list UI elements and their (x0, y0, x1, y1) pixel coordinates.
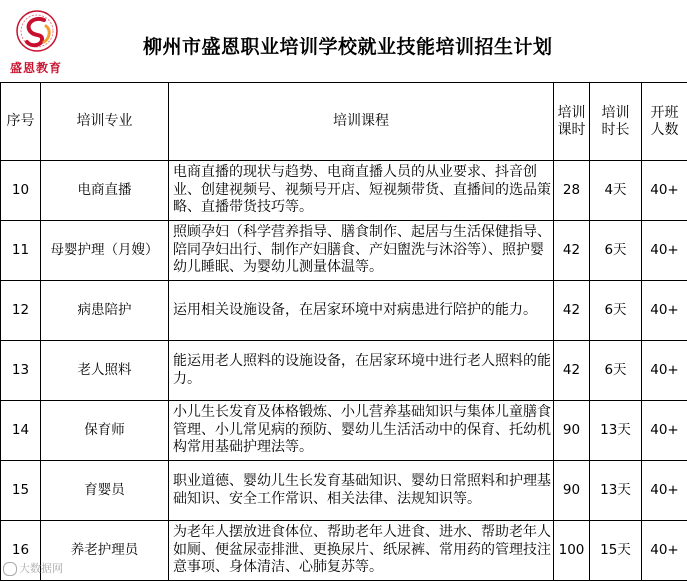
cell-major: 养老护理员 (41, 521, 169, 581)
cell-hours: 90 (554, 401, 590, 461)
cell-duration: 4天 (590, 161, 642, 221)
cell-major: 育婴员 (41, 461, 169, 521)
cell-seq: 16 (1, 521, 41, 581)
table-header-row (1, 83, 687, 161)
cell-course: 照顾孕妇（科学营养指导、膳食制作、起居与生活保健指导、陪同孕妇出行、制作产妇膳食、产妇盥洗与沐浴等）、照护婴幼儿睡眠、为婴幼儿测量体温等。 (169, 221, 554, 281)
table-row (1, 221, 687, 281)
logo-emblem-icon (6, 6, 68, 64)
cell-seq: 14 (1, 401, 41, 461)
header-major: 培训专业 (41, 83, 169, 161)
logo-text: 盛恩教育 (10, 61, 63, 75)
table-row (1, 401, 687, 461)
cell-course: 小儿生长发育及体格锻炼、小儿营养基础知识与集体儿童膳食管理、小儿常见病的预防、婴幼儿生活活动中的保育、托幼机构常用基础护理法等。 (169, 401, 554, 461)
cell-seq: 12 (1, 281, 41, 341)
cell-course: 电商直播的现状与趋势、电商直播人员的从业要求、抖音创业、创建视频号、视频号开店、短视频带货、直播间的选品策略、直播带货技巧等。 (169, 161, 554, 221)
cell-course: 为老年人摆放进食体位、帮助老年人进食、进水、帮助老年人如厕、便盆尿壶排泄、更换尿片、纸尿裤、常用药的管理技注意事项、身体清洁、心肺复苏等。 (169, 521, 554, 581)
cell-duration: 6天 (590, 221, 642, 281)
cell-seq: 15 (1, 461, 41, 521)
cell-seq: 13 (1, 341, 41, 401)
cell-duration: 6天 (590, 281, 642, 341)
cell-duration: 15天 (590, 521, 642, 581)
watermark (3, 560, 63, 576)
cell-class-size: 40+ (642, 401, 687, 461)
table-row (1, 341, 687, 401)
cell-course: 运用相关设施设备，在居家环境中对病患进行陪护的能力。 (169, 281, 554, 341)
cell-hours: 42 (554, 221, 590, 281)
table-row (1, 281, 687, 341)
cell-major: 母婴护理（月嫂） (41, 221, 169, 281)
cell-major: 病患陪护 (41, 281, 169, 341)
header-course: 培训课程 (169, 83, 554, 161)
watermark-text: 大数据网 (19, 562, 63, 575)
cell-course: 能运用老人照料的设施设备，在居家环境中进行老人照料的能力。 (169, 341, 554, 401)
cell-class-size: 40+ (642, 281, 687, 341)
cell-course: 职业道德、婴幼儿生长发育基础知识、婴幼日常照料和护理基础知识、安全工作常识、相关法律、法规知识等。 (169, 461, 554, 521)
cell-class-size: 40+ (642, 161, 687, 221)
header-class-size: 开班人数 (642, 83, 687, 161)
cell-class-size: 40+ (642, 341, 687, 401)
cell-duration: 13天 (590, 461, 642, 521)
plan-table (0, 82, 687, 581)
header-seq: 序号 (1, 83, 41, 161)
cell-class-size: 40+ (642, 521, 687, 581)
cell-major: 老人照料 (41, 341, 169, 401)
table-row (1, 521, 687, 581)
cell-major: 保育师 (41, 401, 169, 461)
cell-hours: 42 (554, 341, 590, 401)
page-title: 柳州市盛恩职业培训学校就业技能培训招生计划 (143, 36, 553, 58)
cell-major: 电商直播 (41, 161, 169, 221)
cell-hours: 100 (554, 521, 590, 581)
table-row (1, 461, 687, 521)
cell-duration: 13天 (590, 401, 642, 461)
cell-class-size: 40+ (642, 221, 687, 281)
header-hours: 培训课时 (554, 83, 590, 161)
cell-hours: 42 (554, 281, 590, 341)
header-duration: 培训时长 (590, 83, 642, 161)
table-row (1, 161, 687, 221)
cell-seq: 10 (1, 161, 41, 221)
sheet-header (0, 0, 687, 83)
cell-duration: 6天 (590, 341, 642, 401)
watermark-logo-icon (3, 562, 17, 576)
cell-hours: 28 (554, 161, 590, 221)
cell-seq: 11 (1, 221, 41, 281)
cell-hours: 90 (554, 461, 590, 521)
cell-class-size: 40+ (642, 461, 687, 521)
